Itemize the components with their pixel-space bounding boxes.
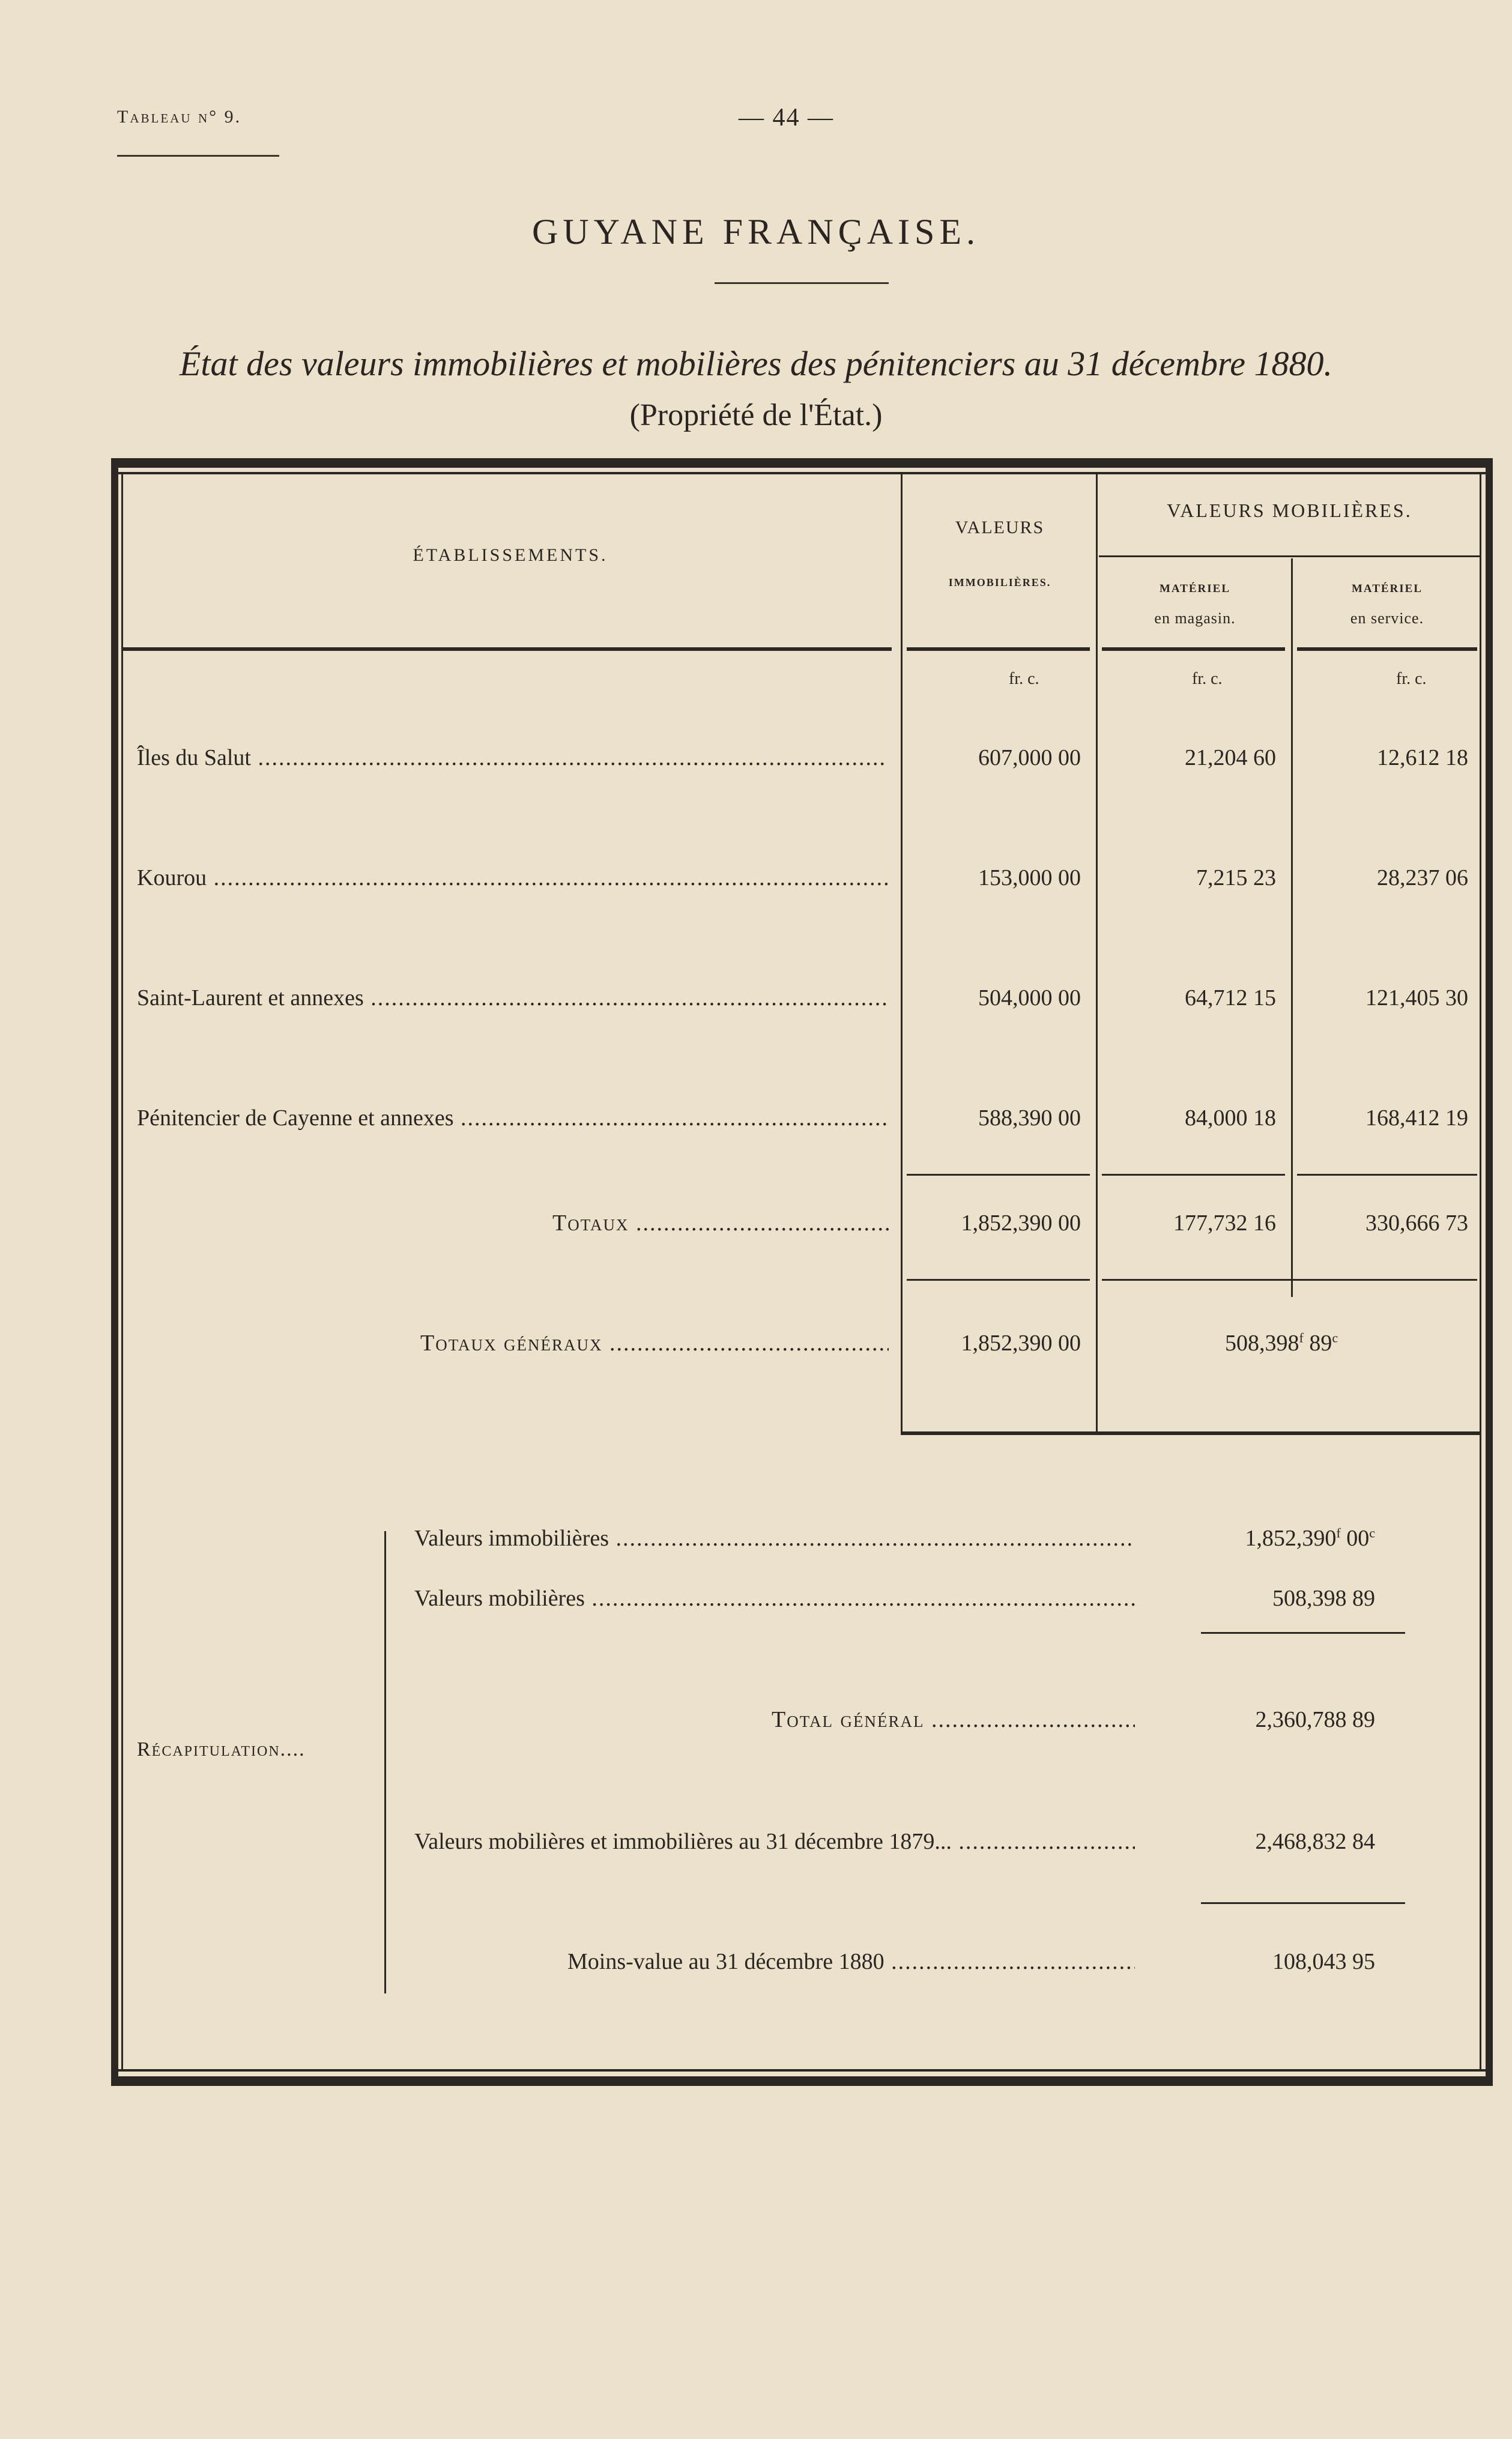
header-en-service: en service.: [1350, 609, 1424, 627]
header-valeurs: VALEURS: [955, 518, 1045, 537]
unit-label: fr. c.: [1396, 669, 1427, 688]
header-rule-left: [123, 647, 892, 651]
recap-rule: [1201, 1902, 1405, 1904]
totaux-generaux-label: Totaux généraux .....: [420, 1330, 889, 1356]
totals-rule: [1297, 1174, 1477, 1176]
header-materiel-magasin: MATÉRIEL: [1159, 582, 1231, 595]
header-immobilieres: IMMOBILIÈRES.: [948, 576, 1051, 588]
column-divider: [901, 474, 903, 1434]
header-rule: [117, 155, 279, 157]
frame-left-border-inner: [121, 474, 123, 2072]
header-etablissements: ÉTABLISSEMENTS.: [413, 545, 608, 565]
header-en-magasin: en magasin.: [1154, 609, 1236, 627]
recap-immobilieres-label: Valeurs immobilières .....: [414, 1525, 1135, 1552]
table-cell-immobilieres: 607,000 00: [978, 745, 1081, 770]
grand-totals-rule: [907, 1279, 1090, 1281]
totaux-immobilieres: 1,852,390 00: [961, 1210, 1081, 1236]
recap-mobilieres-label: Valeurs mobilières .....: [414, 1585, 1135, 1612]
totaux-generaux-immobilieres: 1,852,390 00: [961, 1331, 1081, 1356]
mobilieres-underline: [1099, 555, 1480, 557]
table-row-label: Îles du Salut .....: [137, 745, 888, 771]
recap-total-general-label: Total général .....: [772, 1706, 1135, 1733]
totaux-magasin: 177,732 16: [1173, 1210, 1276, 1236]
table-cell-service: 12,612 18: [1377, 745, 1468, 770]
page-number: — 44 —: [739, 104, 834, 131]
table-row-label: Kourou .....: [137, 865, 888, 891]
unit-label: fr. c.: [1192, 669, 1223, 688]
totals-rule: [1102, 1174, 1285, 1176]
table-cell-magasin: 84,000 18: [1185, 1105, 1276, 1131]
document-title: GUYANE FRANÇAISE.: [531, 212, 981, 252]
table-cell-magasin: 7,215 23: [1196, 865, 1276, 890]
recap-total-general-value: 2,360,788 89: [1255, 1707, 1375, 1732]
recap-brace: [384, 1531, 386, 1993]
header-materiel-service: MATÉRIEL: [1351, 582, 1423, 595]
table-cell-immobilieres: 153,000 00: [978, 865, 1081, 890]
recap-immobilieres-value: 1,852,390$^f$ 00$^c$: [1245, 1525, 1375, 1551]
column-divider: [1096, 474, 1098, 1434]
grand-totals-rule: [1102, 1279, 1477, 1281]
frame-top-border-inner: [111, 472, 1492, 474]
recap-moins-value-label: Moins-value au 31 décembre 1880 .....: [567, 1948, 1135, 1975]
table-cell-service: 168,412 19: [1365, 1105, 1468, 1131]
frame-right-border: [1486, 458, 1493, 2086]
table-cell-service: 121,405 30: [1365, 985, 1468, 1011]
table-cell-magasin: 64,712 15: [1185, 985, 1276, 1011]
totaux-label: Totaux .....: [552, 1210, 889, 1236]
recap-moins-value-value: 108,043 95: [1272, 1949, 1375, 1974]
table-cell-service: 28,237 06: [1377, 865, 1468, 890]
header-rule-mid: [907, 647, 1090, 651]
tableau-number: Tableau n° 9.: [117, 107, 242, 127]
table-cell-magasin: 21,204 60: [1185, 745, 1276, 770]
unit-label: fr. c.: [1009, 669, 1039, 688]
frame-bottom-border-inner: [111, 2069, 1492, 2072]
header-rule-mag: [1102, 647, 1285, 651]
frame-top-border: [111, 458, 1492, 468]
recap-mobilieres-value: 508,398 89: [1272, 1586, 1375, 1611]
frame-left-border: [111, 458, 118, 2086]
recap-1879-label: Valeurs mobilières et immobilières au 31 décembre 1879... .....: [414, 1828, 1135, 1855]
title-rule: [715, 282, 889, 284]
column-divider: [1291, 558, 1293, 1297]
recap-label: Récapitulation....: [137, 1738, 306, 1760]
document-subtitle-2: (Propriété de l'État.): [629, 398, 883, 432]
totals-rule: [907, 1174, 1090, 1176]
totaux-service: 330,666 73: [1365, 1210, 1468, 1236]
table-row-label: Pénitencier de Cayenne et annexes .....: [137, 1105, 888, 1131]
table-row-label: Saint-Laurent et annexes .....: [137, 985, 888, 1011]
frame-bottom-border: [111, 2076, 1492, 2086]
header-valeurs-mobilieres: VALEURS MOBILIÈRES.: [1167, 500, 1412, 521]
table-cell-immobilieres: 588,390 00: [978, 1105, 1081, 1131]
totaux-generaux-mobilieres: 508,398$^f$ 89$^c$: [1225, 1330, 1338, 1356]
table-bottom-rule: [901, 1431, 1480, 1435]
frame-right-border-inner: [1480, 474, 1481, 2072]
table-cell-immobilieres: 504,000 00: [978, 985, 1081, 1011]
recap-rule: [1201, 1632, 1405, 1634]
document-subtitle: État des valeurs immobilières et mobilières des pénitenciers au 31 décembre 1880.: [179, 344, 1333, 383]
recap-1879-value: 2,468,832 84: [1255, 1829, 1375, 1854]
header-rule-ser: [1297, 647, 1477, 651]
